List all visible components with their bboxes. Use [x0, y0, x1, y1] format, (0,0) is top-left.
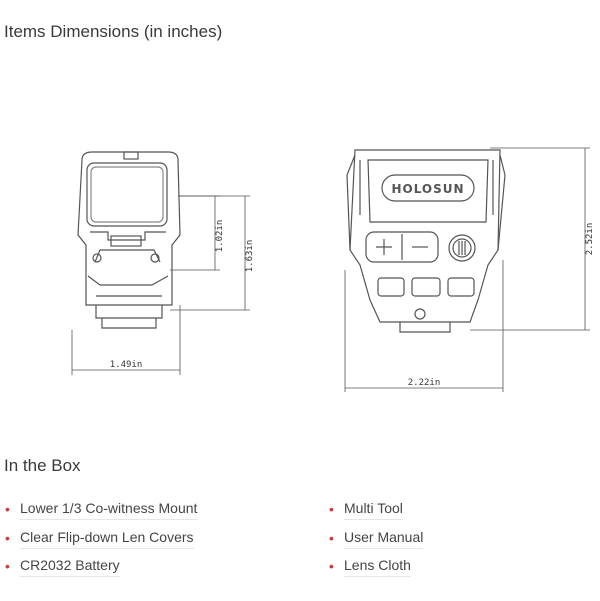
side-width-label: 2.22in	[407, 378, 441, 388]
bullet-icon: •	[329, 529, 334, 546]
dimensions-heading: Items Dimensions (in inches)	[4, 22, 223, 41]
front-height-total-label: 1.63in	[245, 239, 255, 273]
technical-drawing	[0, 130, 600, 410]
bullet-icon: •	[329, 501, 334, 517]
item-label: Lens Cloth	[344, 557, 411, 577]
item-label: Lower 1/3 Co-witness Mount	[20, 500, 197, 520]
bullet-icon: •	[5, 529, 10, 546]
list-item	[2, 500, 197, 529]
item-label: User Manual	[344, 529, 423, 549]
front-width-label: 1.49in	[109, 360, 143, 370]
in-the-box-heading: In the Box	[4, 456, 81, 475]
list-item	[326, 529, 423, 558]
item-label: Clear Flip-down Len Covers	[20, 529, 194, 549]
front-view	[78, 152, 180, 328]
holosun-logo: HOLOSUN	[391, 182, 465, 196]
box-list-right	[326, 500, 423, 586]
side-dimensions	[345, 148, 590, 392]
bullet-icon: •	[5, 558, 10, 574]
list-item	[2, 557, 197, 586]
item-label: CR2032 Battery	[20, 557, 120, 577]
list-item	[326, 557, 423, 586]
list-item	[326, 500, 423, 529]
item-label: Multi Tool	[344, 500, 403, 520]
box-list-left	[2, 500, 197, 586]
list-item	[2, 529, 197, 558]
side-view	[347, 150, 505, 332]
bullet-icon: •	[329, 558, 334, 574]
side-height-label: 2.52in	[585, 222, 595, 256]
bullet-icon: •	[5, 501, 10, 517]
front-height-inner-label: 1.02in	[215, 219, 225, 253]
